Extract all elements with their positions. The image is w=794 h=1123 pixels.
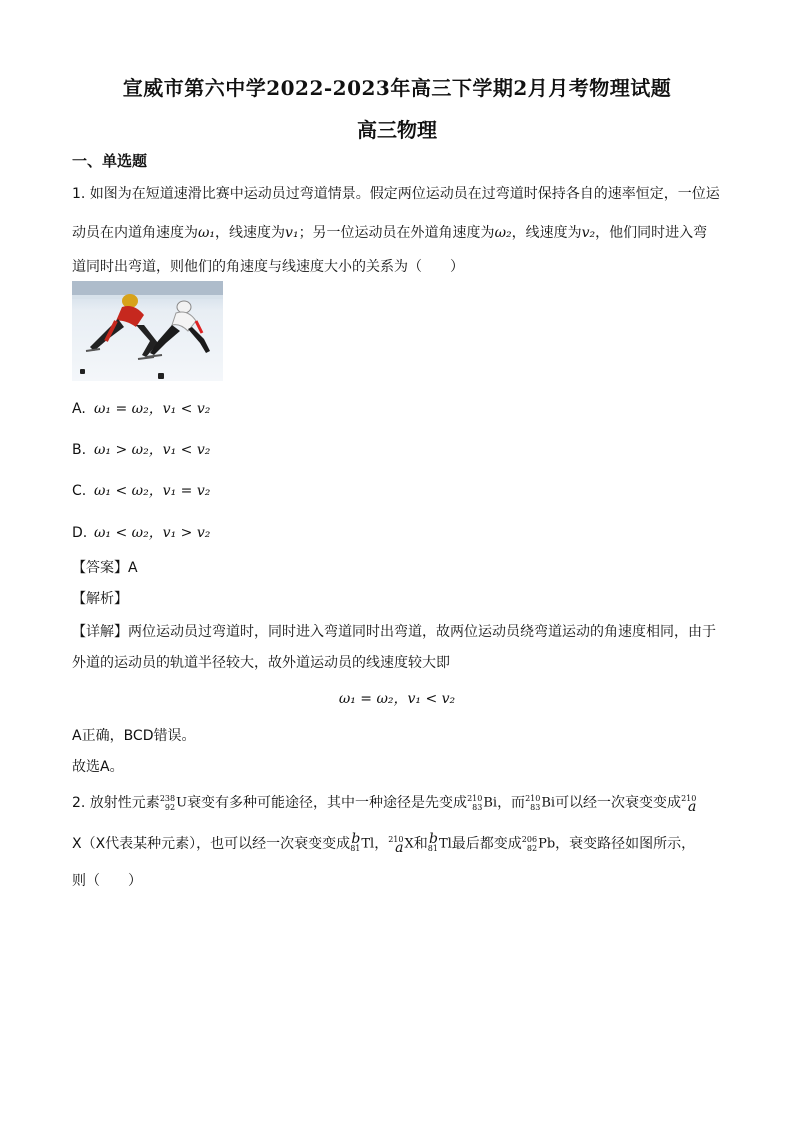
thallium-nuclide (427, 831, 452, 853)
element-symbol: Tl (361, 836, 375, 852)
mass-number: 206 (521, 835, 538, 844)
q1-text: ；另一位运动员在外道角速度为 (298, 225, 495, 241)
x-nuclide (388, 835, 414, 856)
option-label: B. (72, 442, 87, 458)
q2-text: 最后都变成 (451, 836, 522, 852)
q2-text: ， (374, 836, 389, 852)
omega2-symbol: ω₂ (494, 225, 512, 241)
element-symbol: X (404, 836, 414, 852)
analysis-tag: 【解析】 (72, 591, 128, 607)
bismuth-nuclide (525, 794, 555, 812)
conclusion-line-1: A正确，BCD错误。 (72, 728, 196, 744)
option-text: ω₁ = ω₂，v₁ < v₂ (94, 401, 211, 417)
speed-skating-photo (72, 281, 223, 381)
q2-text: X（X代表某种元素），也可以经一次衰变变成 (72, 836, 351, 852)
thallium-nuclide (350, 831, 375, 853)
q1-text: 动员在内道角速度为 (72, 225, 198, 241)
atomic-number: 81 (427, 844, 438, 853)
mass-number: 210 (467, 794, 483, 803)
omega1-symbol: ω₁ (198, 225, 216, 241)
q2-stem-line-1 (72, 792, 697, 815)
q2-stem-line-3: 则（ ） (72, 873, 142, 889)
option-text: ω₁ < ω₂，v₁ = v₂ (94, 483, 211, 499)
q2-text: 2. 放射性元素 (72, 795, 160, 811)
option-text: ω₁ > ω₂，v₁ < v₂ (94, 442, 211, 458)
atomic-number: 83 (530, 803, 541, 812)
element-symbol: U (176, 795, 188, 811)
element-symbol: Pb (538, 836, 556, 852)
option-b (72, 439, 210, 459)
q1-stem-line-2 (72, 222, 707, 242)
mass-number: 210 (681, 794, 697, 803)
v2-symbol: v₂ (581, 225, 596, 241)
q2-stem-line-2 (72, 831, 696, 856)
q2-text: 衰变有多种可能途径，其中一种途径是先变成 (187, 795, 468, 811)
element-symbol: Tl (438, 836, 452, 852)
page-subtitle: 高三物理 (357, 118, 437, 142)
detail-line-2: 外道的运动员的轨道半径较大，故外道运动员的线速度较大即 (72, 655, 450, 671)
atomic-number: 81 (350, 844, 361, 853)
page-title: 宣威市第六中学2022-2023年高三下学期2月月考物理试题 (122, 76, 672, 100)
q2-text: ，而 (497, 795, 526, 811)
detail-formula: ω₁ = ω₂，v₁ < v₂ (338, 691, 456, 707)
q1-text: ，线速度为 (511, 225, 582, 241)
bismuth-nuclide (467, 794, 497, 812)
q2-text: 和 (413, 836, 428, 852)
q2-text: ，衰变路径如图所示， (555, 836, 696, 852)
lead-nuclide (522, 835, 555, 853)
atomic-number: a (395, 840, 404, 856)
x-nuclide-scripts (681, 794, 697, 815)
answer-tag: 【答案】A (72, 560, 138, 576)
q1-text: ，线速度为 (215, 225, 286, 241)
section-heading: 一、单选题 (72, 152, 148, 170)
atomic-number: 82 (526, 844, 538, 853)
mass-number: b (428, 831, 438, 847)
q1-stem-line-1: 1. 如图为在短道速滑比赛中运动员过弯道情景。假定两位运动员在过弯道时保持各自的速率恒定，一位运 (72, 186, 720, 202)
option-a (72, 398, 210, 418)
uranium-nuclide (160, 794, 187, 812)
mass-number: 210 (525, 794, 541, 803)
option-label: D. (72, 525, 88, 541)
conclusion-line-2: 故选A。 (72, 759, 124, 775)
option-d (72, 522, 210, 542)
skaters-illustration (72, 281, 223, 381)
mass-number: 238 (159, 794, 176, 803)
option-label: A. (72, 401, 86, 417)
option-text: ω₁ < ω₂，v₁ > v₂ (94, 525, 211, 541)
atomic-number: 92 (164, 803, 176, 812)
option-label: C. (72, 483, 87, 499)
q1-text: ，他们同时进入弯 (595, 225, 708, 241)
q2-text: 可以经一次衰变变成 (555, 795, 682, 811)
element-symbol: Bi (483, 795, 498, 811)
detail-line-1: 【详解】两位运动员过弯道时，同时进入弯道同时出弯道，故两位运动员绕弯道运动的角速度相同，由于 (72, 624, 716, 640)
mass-number: 210 (388, 835, 404, 844)
element-symbol: Bi (541, 795, 556, 811)
atomic-number: 83 (472, 803, 483, 812)
q1-stem-line-3: 道同时出弯道，则他们的角速度与线速度大小的关系为（ ） (72, 259, 464, 275)
option-c (72, 480, 210, 500)
atomic-number: a (687, 799, 697, 815)
mass-number: b (351, 831, 361, 847)
v1-symbol: v₁ (285, 225, 299, 241)
